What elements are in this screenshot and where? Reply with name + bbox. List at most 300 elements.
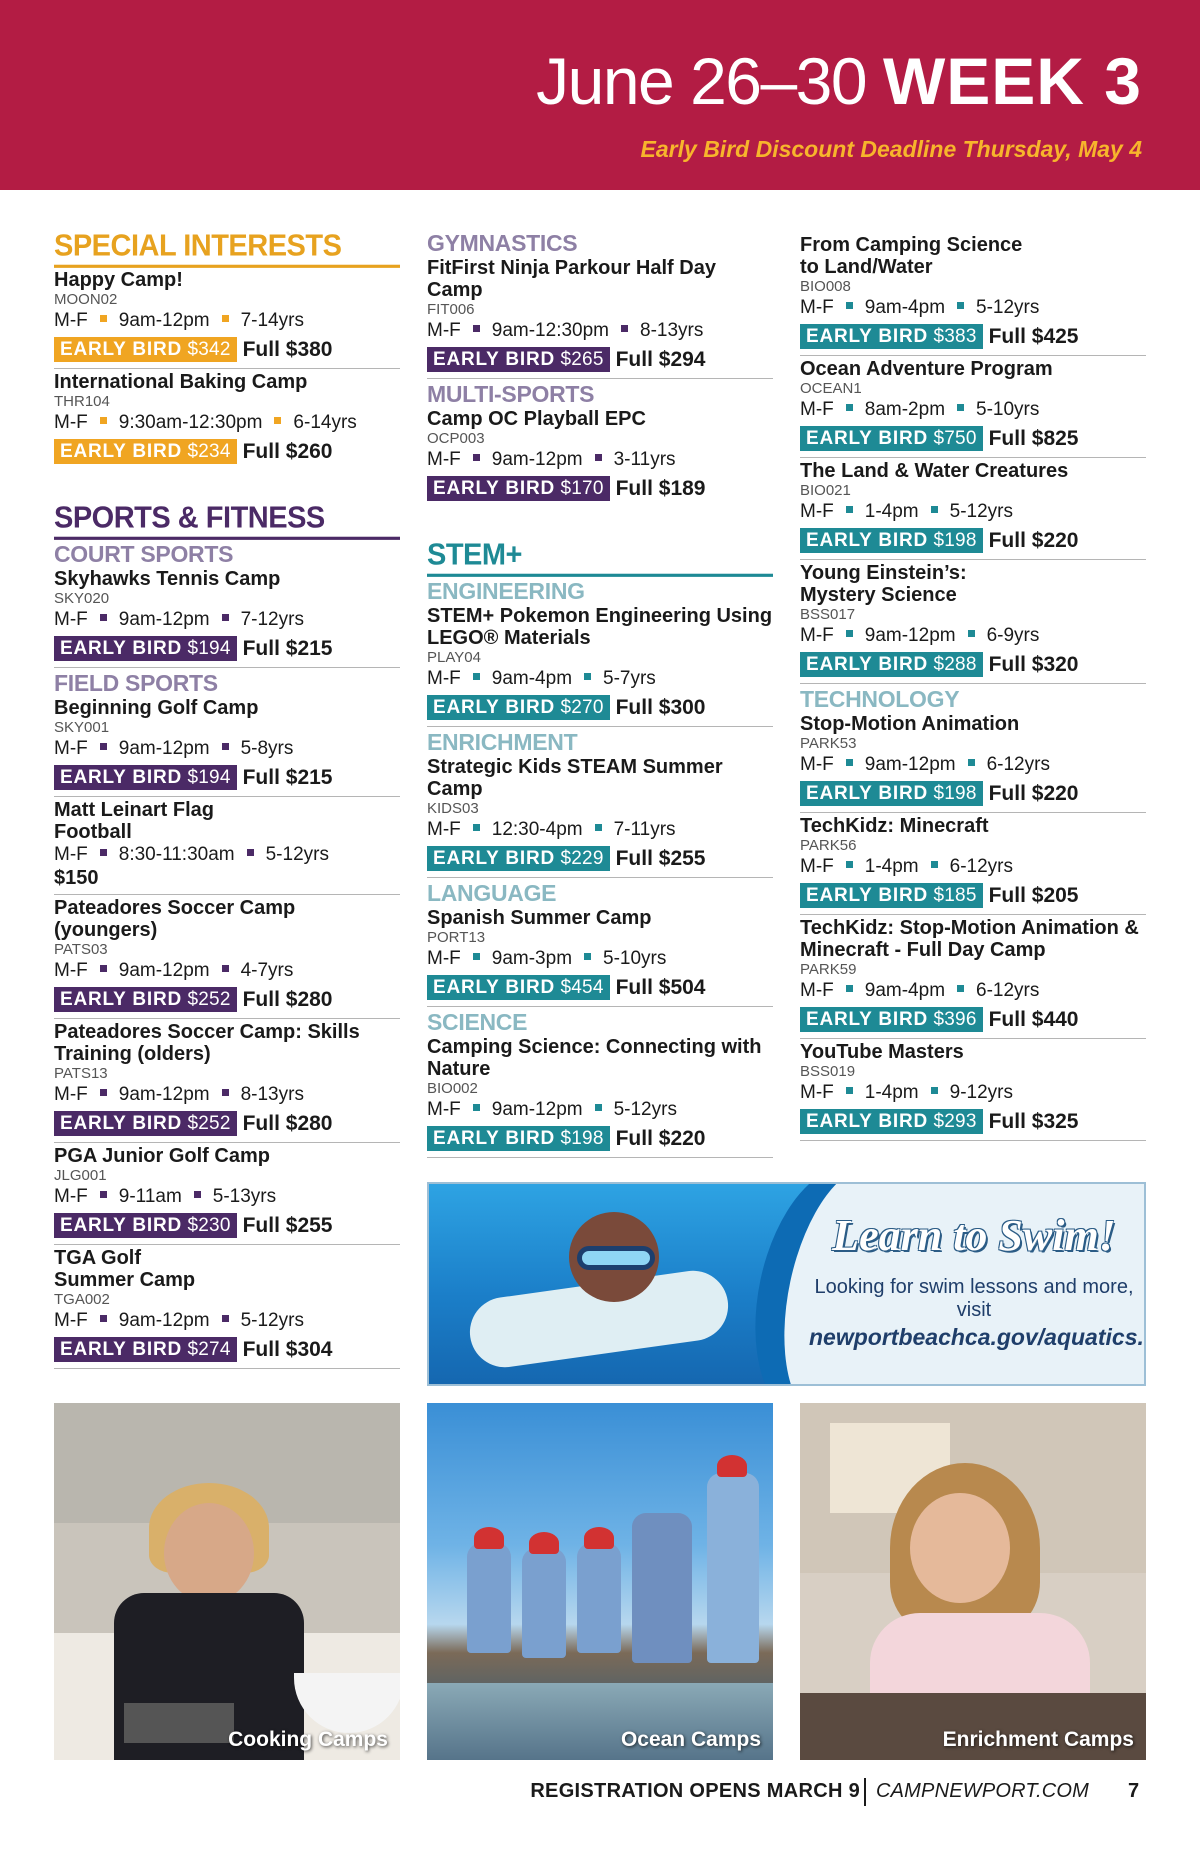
early-bird-price: $265 [560, 349, 604, 370]
camp-name: FitFirst Ninja Parkour Half Day Camp [427, 257, 716, 301]
camp-time: 9am-12pm [864, 625, 956, 646]
camp-name: Camp OC Playball EPC [427, 408, 646, 430]
early-bird-price: $229 [560, 848, 604, 869]
bullet-icon [968, 630, 975, 637]
full-label: Full [242, 439, 280, 463]
early-bird-badge [54, 1337, 237, 1362]
camp-code: FIT006 [427, 301, 475, 318]
full-price-value: $825 [1031, 426, 1079, 450]
camp-entry [54, 797, 400, 895]
camp-entry [800, 356, 1146, 458]
bullet-icon [846, 302, 853, 309]
camp-code: BSS017 [800, 606, 856, 623]
camp-ages: 5-12yrs [949, 501, 1013, 522]
camp-entry [800, 232, 1146, 356]
camp-name: STEM+ Pokemon Engineering Using LEGO® Materials [427, 605, 773, 649]
full-price-value: $294 [658, 347, 706, 371]
full-label: Full [988, 324, 1026, 348]
photo-figure [707, 1473, 759, 1663]
header-week: WEEK 3 [882, 44, 1142, 118]
camp-ages: 8-13yrs [240, 1084, 304, 1105]
early-bird-price: $194 [187, 767, 231, 788]
ad-title: Learn to Swim! [832, 1211, 1116, 1260]
camp-entry [427, 255, 773, 379]
section-title-special-interests: SPECIAL INTERESTS [54, 231, 400, 268]
bullet-icon [931, 861, 938, 868]
camp-code: JLG001 [54, 1167, 107, 1184]
full-label: Full [242, 1111, 280, 1135]
full-price [243, 1338, 333, 1362]
early-bird-label: EARLY BIRD [60, 441, 183, 462]
camp-schedule [800, 296, 1146, 320]
photo-figure [717, 1455, 747, 1477]
camp-name: Spanish Summer Camp [427, 907, 652, 929]
camp-ages: 5-7yrs [603, 668, 656, 689]
bullet-icon [846, 506, 853, 513]
early-bird-badge [427, 476, 610, 501]
camp-ages: 7-14yrs [240, 310, 304, 331]
camp-days: M-F [800, 297, 834, 318]
price-row [800, 1108, 1146, 1135]
early-bird-badge [800, 426, 983, 451]
bullet-icon [222, 614, 229, 621]
camp-days: M-F [427, 449, 461, 470]
camp-name: Skyhawks Tennis Camp [54, 568, 281, 590]
early-bird-badge [54, 1213, 237, 1238]
camp-code: SKY001 [54, 719, 110, 736]
subcategory-science: SCIENCE [427, 1009, 528, 1035]
price-row [54, 764, 400, 791]
bullet-icon [100, 614, 107, 621]
full-price [989, 529, 1079, 553]
full-price [989, 884, 1079, 908]
bullet-icon [957, 302, 964, 309]
camp-code: BIO008 [800, 278, 851, 295]
early-bird-price: $288 [933, 654, 977, 675]
early-bird-badge [54, 439, 237, 464]
photo-caption: Cooking Camps [228, 1728, 388, 1751]
early-bird-label: EARLY BIRD [806, 1111, 929, 1132]
aquatics-link[interactable]: newportbeachca.gov/aquatics. [809, 1324, 1144, 1350]
early-bird-price: $194 [187, 638, 231, 659]
camp-days: M-F [54, 412, 88, 433]
early-bird-price: $383 [933, 326, 977, 347]
camp-schedule [427, 667, 773, 691]
camp-ages: 6-14yrs [293, 412, 357, 433]
camp-time: 9am-12pm [491, 449, 583, 470]
bullet-icon [846, 759, 853, 766]
full-label: Full [988, 528, 1026, 552]
bullet-icon [100, 1089, 107, 1096]
early-bird-badge [427, 347, 610, 372]
early-bird-label: EARLY BIRD [433, 478, 556, 499]
full-price-value: $425 [1031, 324, 1079, 348]
camp-days: M-F [54, 609, 88, 630]
camp-schedule [800, 500, 1146, 524]
price-row [54, 1336, 400, 1363]
camp-time: 9am-12pm [118, 310, 210, 331]
bullet-icon [473, 325, 480, 332]
price-row [54, 336, 400, 363]
section-title-sports-fitness: SPORTS & FITNESS [54, 503, 400, 540]
subcategory-multi-sports: MULTI-SPORTS [427, 381, 595, 407]
camp-code: PARK53 [800, 735, 857, 752]
early-bird-badge [427, 846, 610, 871]
camp-days: M-F [54, 960, 88, 981]
camp-entry [800, 560, 1146, 684]
price-row [54, 1110, 400, 1137]
early-bird-badge [54, 1111, 237, 1136]
early-bird-badge [800, 324, 983, 349]
price-row [427, 475, 773, 502]
camp-ages: 6-12yrs [986, 754, 1050, 775]
ocean-camps-photo [427, 1403, 773, 1760]
price-row [54, 1212, 400, 1239]
full-price [616, 847, 706, 871]
early-bird-label: EARLY BIRD [806, 885, 929, 906]
full-price [243, 1214, 333, 1238]
camp-entry [427, 406, 773, 507]
early-bird-label: EARLY BIRD [60, 989, 183, 1010]
full-label: Full [615, 347, 653, 371]
full-price-value: $325 [1031, 1109, 1079, 1133]
early-bird-price: $185 [933, 885, 977, 906]
early-bird-price: $252 [187, 1113, 231, 1134]
full-price [989, 427, 1079, 451]
price-row [800, 323, 1146, 350]
full-price [989, 1008, 1079, 1032]
early-bird-price: $230 [187, 1215, 231, 1236]
photo-figure [522, 1548, 566, 1658]
full-label: Full [988, 1007, 1026, 1031]
bullet-icon [931, 506, 938, 513]
camp-name: The Land & Water Creatures [800, 460, 1069, 482]
early-bird-label: EARLY BIRD [433, 1128, 556, 1149]
full-price [243, 338, 333, 362]
full-label: Full [242, 765, 280, 789]
full-label: Full [615, 695, 653, 719]
camp-entry [800, 813, 1146, 915]
camp-time: 8:30-11:30am [118, 844, 235, 865]
camp-schedule [427, 1098, 773, 1122]
camp-entry [427, 603, 773, 727]
early-bird-price: $750 [933, 428, 977, 449]
full-price [616, 1127, 706, 1151]
full-price-value: $220 [1031, 528, 1079, 552]
full-label: Full [242, 1213, 280, 1237]
camp-time: 1-4pm [864, 501, 919, 522]
camp-ages: 5-12yrs [976, 297, 1040, 318]
camp-time: 9am-12pm [864, 754, 956, 775]
early-bird-price: $396 [933, 1009, 977, 1030]
camp-ages: 5-12yrs [613, 1099, 677, 1120]
camp-code: PATS13 [54, 1065, 108, 1082]
camp-schedule [800, 753, 1146, 777]
camp-time: 9am-3pm [491, 948, 573, 969]
photo-figure [632, 1513, 692, 1663]
learn-to-swim-ad[interactable] [427, 1182, 1146, 1386]
camp-schedule [54, 411, 400, 435]
camp-schedule [800, 398, 1146, 422]
full-price [989, 782, 1079, 806]
camp-schedule [54, 1185, 400, 1209]
full-price-value: $220 [658, 1126, 706, 1150]
camp-schedule [427, 448, 773, 472]
full-price [243, 766, 333, 790]
page-number: 7 [1128, 1780, 1140, 1802]
early-bird-label: EARLY BIRD [806, 654, 929, 675]
camp-ages: 3-11yrs [613, 449, 676, 470]
full-price-value: $300 [658, 695, 706, 719]
price-row [427, 1125, 773, 1152]
bullet-icon [222, 1315, 229, 1322]
camp-days: M-F [54, 844, 88, 865]
full-price [989, 653, 1079, 677]
camp-days: M-F [800, 1082, 834, 1103]
full-price-value: $280 [285, 1111, 333, 1135]
camp-entry [800, 1039, 1146, 1141]
bullet-icon [100, 315, 107, 322]
camp-schedule [54, 309, 400, 333]
bullet-icon [595, 1104, 602, 1111]
camp-time: 9am-12:30pm [491, 320, 609, 341]
early-bird-label: EARLY BIRD [433, 848, 556, 869]
camp-ages: 5-12yrs [265, 844, 329, 865]
full-label: Full [615, 476, 653, 500]
early-bird-badge [427, 975, 610, 1000]
full-price-value: $504 [658, 975, 706, 999]
price-row [800, 780, 1146, 807]
full-price [243, 1112, 333, 1136]
camp-schedule [427, 319, 773, 343]
full-price [243, 440, 333, 464]
camp-code: BSS019 [800, 1063, 856, 1080]
camp-name: Happy Camp! [54, 269, 183, 291]
camp-ages: 6-12yrs [949, 856, 1013, 877]
camp-name: From Camping Science to Land/Water [800, 234, 1023, 278]
camp-ages: 5-10yrs [603, 948, 667, 969]
camp-days: M-F [800, 625, 834, 646]
full-label: Full [242, 987, 280, 1011]
camp-time: 9am-12pm [118, 738, 210, 759]
camp-days: M-F [427, 320, 461, 341]
page-footer [0, 1780, 1200, 1810]
header-subtitle: Early Bird Discount Deadline Thursday, May 4 [640, 136, 1142, 162]
camp-schedule [54, 1083, 400, 1107]
camp-schedule [427, 818, 773, 842]
camp-entry [800, 711, 1146, 813]
early-bird-label: EARLY BIRD [806, 428, 929, 449]
photo-figure [910, 1493, 1010, 1603]
early-bird-badge [800, 883, 983, 908]
early-bird-price: $198 [560, 1128, 604, 1149]
price-row [54, 635, 400, 662]
column-1 [54, 229, 400, 1369]
camp-name: Camping Science: Connecting with Nature [427, 1036, 762, 1080]
bullet-icon [473, 673, 480, 680]
full-price [989, 1110, 1079, 1134]
camp-entry [54, 1019, 400, 1143]
camp-days: M-F [800, 399, 834, 420]
full-price-value: $189 [658, 476, 706, 500]
photo-figure [164, 1503, 254, 1603]
bullet-icon [584, 673, 591, 680]
camp-schedule [54, 843, 400, 867]
subcategory-enrichment: ENRICHMENT [427, 729, 578, 755]
full-price-value: $215 [285, 765, 333, 789]
camp-code: PLAY04 [427, 649, 481, 666]
camp-entry [54, 1143, 400, 1245]
price-row [54, 986, 400, 1013]
camp-code: MOON02 [54, 291, 118, 308]
full-label: Full [988, 426, 1026, 450]
bullet-icon [957, 404, 964, 411]
full-label: Full [615, 975, 653, 999]
camp-schedule [800, 979, 1146, 1003]
stem-list [427, 580, 773, 1158]
photo-figure [474, 1527, 504, 1549]
section-title-stem: STEM+ [427, 540, 773, 577]
photo-figure [529, 1532, 559, 1554]
camp-code: THR104 [54, 393, 110, 410]
full-label: Full [615, 846, 653, 870]
camp-schedule [800, 855, 1146, 879]
full-price [616, 976, 706, 1000]
camp-name: Strategic Kids STEAM Summer Camp [427, 756, 723, 800]
bullet-icon [931, 1087, 938, 1094]
camp-days: M-F [54, 310, 88, 331]
camp-ages: 7-11yrs [613, 819, 676, 840]
price-row [427, 974, 773, 1001]
goggles-icon [577, 1246, 655, 1270]
full-price [243, 637, 333, 661]
camp-days: M-F [54, 1084, 88, 1105]
bullet-icon [247, 849, 254, 856]
price-row [800, 651, 1146, 678]
bullet-icon [846, 985, 853, 992]
camp-ages: 4-7yrs [240, 960, 294, 981]
subcategory-language: LANGUAGE [427, 880, 557, 906]
camp-entry [427, 1034, 773, 1158]
footer-divider [864, 1778, 866, 1806]
camp-days: M-F [427, 819, 461, 840]
camp-time: 1-4pm [864, 1082, 919, 1103]
full-price [616, 477, 706, 501]
header-title [536, 44, 1142, 118]
camp-entry [54, 267, 400, 369]
camp-code: SKY020 [54, 590, 110, 607]
camp-time: 9am-4pm [864, 297, 946, 318]
photo-caption: Enrichment Camps [942, 1728, 1134, 1751]
camp-schedule [54, 959, 400, 983]
camp-time: 8am-2pm [864, 399, 946, 420]
camp-entry [54, 369, 400, 470]
camp-code: PARK56 [800, 837, 857, 854]
website-link[interactable]: CAMPNEWPORT.COM [876, 1780, 1090, 1802]
camp-time: 9am-12pm [118, 1084, 210, 1105]
camp-name: TechKidz: Stop-Motion Animation & Minecraft - Full Day Camp [800, 917, 1139, 961]
full-label: Full [988, 883, 1026, 907]
photo-figure [467, 1543, 511, 1653]
camp-days: M-F [800, 501, 834, 522]
early-bird-label: EARLY BIRD [60, 1215, 183, 1236]
enrichment-camps-photo [800, 1403, 1146, 1760]
early-bird-label: EARLY BIRD [806, 1009, 929, 1030]
early-bird-badge [54, 987, 237, 1012]
camp-time: 9-11am [118, 1186, 182, 1207]
early-bird-badge [800, 1007, 983, 1032]
photo-figure [584, 1527, 614, 1549]
price-row [427, 346, 773, 373]
full-price-value: $205 [1031, 883, 1079, 907]
early-bird-label: EARLY BIRD [433, 697, 556, 718]
full-price-value: $220 [1031, 781, 1079, 805]
early-bird-label: EARLY BIRD [60, 638, 183, 659]
cooking-camps-photo [54, 1403, 400, 1760]
price-row [800, 1006, 1146, 1033]
camp-days: M-F [800, 754, 834, 775]
early-bird-label: EARLY BIRD [60, 1113, 183, 1134]
registration-notice: REGISTRATION OPENS MARCH 9 [530, 1780, 860, 1802]
special-interests-list [54, 267, 400, 470]
price-row [427, 694, 773, 721]
early-bird-badge [427, 1126, 610, 1151]
camp-code: BIO002 [427, 1080, 478, 1097]
early-bird-badge [427, 695, 610, 720]
early-bird-badge [54, 765, 237, 790]
early-bird-price: $454 [560, 977, 604, 998]
bullet-icon [100, 849, 107, 856]
camp-entry [427, 754, 773, 878]
bullet-icon [957, 985, 964, 992]
early-bird-badge [800, 652, 983, 677]
column-3 [800, 232, 1146, 1141]
camp-ages: 5-13yrs [212, 1186, 277, 1207]
early-bird-price: $170 [560, 478, 604, 499]
early-bird-price: $234 [187, 441, 231, 462]
camp-days: M-F [54, 1310, 88, 1331]
subcategory-field-sports: FIELD SPORTS [54, 670, 218, 696]
camp-entry [427, 905, 773, 1007]
early-bird-price: $252 [187, 989, 231, 1010]
full-label: Full [988, 1109, 1026, 1133]
early-bird-badge [54, 337, 237, 362]
camp-code: PATS03 [54, 941, 108, 958]
camp-name: TGA Golf Summer Camp [54, 1247, 196, 1291]
bullet-icon [100, 965, 107, 972]
camp-days: M-F [800, 856, 834, 877]
early-bird-label: EARLY BIRD [806, 326, 929, 347]
camp-schedule [800, 1081, 1146, 1105]
full-price [616, 696, 706, 720]
subcategory-engineering: ENGINEERING [427, 578, 585, 604]
camp-time: 9:30am-12:30pm [118, 412, 263, 433]
page-header [0, 0, 1200, 190]
early-bird-price: $270 [560, 697, 604, 718]
camp-code: TGA002 [54, 1291, 110, 1308]
full-price-value: $440 [1031, 1007, 1079, 1031]
camp-ages: 5-10yrs [976, 399, 1040, 420]
bullet-icon [473, 824, 480, 831]
full-label: Full [615, 1126, 653, 1150]
bullet-icon [100, 1191, 107, 1198]
camp-schedule [54, 608, 400, 632]
camp-days: M-F [800, 980, 834, 1001]
camp-time: 9am-12pm [118, 609, 210, 630]
full-price-value: $304 [285, 1337, 333, 1361]
full-price [616, 348, 706, 372]
bullet-icon [846, 404, 853, 411]
